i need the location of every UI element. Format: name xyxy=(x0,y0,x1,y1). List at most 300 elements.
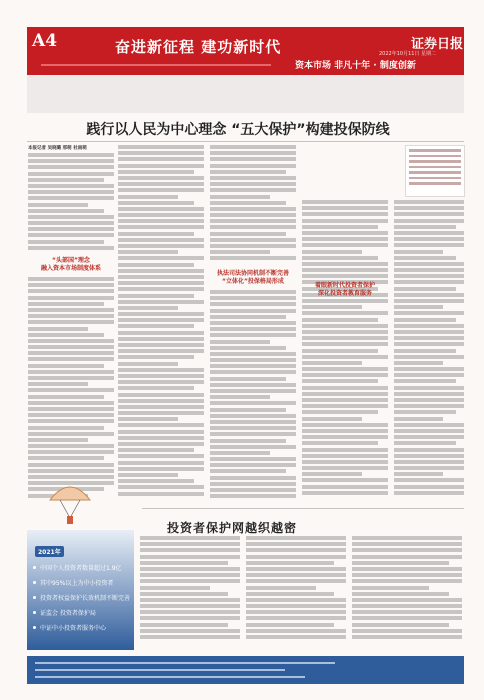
text-line xyxy=(118,355,194,359)
text-line xyxy=(28,339,114,343)
text-line xyxy=(394,417,443,421)
bottom-article-2 xyxy=(246,536,346,646)
text-line xyxy=(302,361,362,365)
text-line xyxy=(28,426,104,430)
text-line xyxy=(352,623,449,627)
text-line xyxy=(118,225,204,229)
text-line xyxy=(210,389,296,393)
text-line xyxy=(302,417,362,421)
text-line xyxy=(394,280,464,284)
text-line xyxy=(28,190,114,194)
text-line xyxy=(246,592,334,596)
text-line xyxy=(352,610,462,614)
text-line xyxy=(28,395,104,399)
parachute-illustration xyxy=(40,480,100,526)
text-line xyxy=(352,548,462,552)
text-line xyxy=(394,237,464,241)
text-line xyxy=(28,314,114,318)
text-line xyxy=(210,145,296,149)
text-line xyxy=(118,467,204,471)
text-line xyxy=(118,442,204,446)
text-line xyxy=(140,616,240,620)
text-line xyxy=(28,215,114,219)
text-line xyxy=(302,466,388,470)
text-line xyxy=(118,473,178,477)
text-line xyxy=(28,172,114,176)
text-line xyxy=(210,170,286,174)
text-line xyxy=(246,548,346,552)
text-line xyxy=(118,201,194,205)
text-line xyxy=(118,430,204,434)
text-line xyxy=(28,221,114,225)
text-line xyxy=(210,488,296,492)
text-line xyxy=(352,629,462,633)
text-line xyxy=(210,232,286,236)
text-line xyxy=(118,207,204,211)
text-line xyxy=(352,604,462,608)
text-line xyxy=(246,542,346,546)
article-column-3 xyxy=(210,145,296,265)
text-line xyxy=(210,164,296,168)
text-line xyxy=(352,598,462,602)
text-line xyxy=(118,368,204,372)
text-line xyxy=(302,367,388,371)
text-line xyxy=(394,311,464,315)
text-line xyxy=(210,414,296,418)
info-box xyxy=(27,530,134,650)
article-column-3b xyxy=(210,290,296,502)
bottom-divider xyxy=(142,508,464,509)
text-line xyxy=(210,302,296,306)
text-line xyxy=(140,586,210,590)
article-column-5 xyxy=(394,200,464,500)
text-line xyxy=(210,358,296,362)
text-line xyxy=(302,318,378,322)
text-line xyxy=(140,555,240,559)
text-line xyxy=(210,157,296,161)
text-line xyxy=(140,573,240,577)
text-line xyxy=(302,231,388,235)
text-line xyxy=(302,355,388,359)
text-line xyxy=(210,432,296,436)
text-line xyxy=(118,219,204,223)
text-line xyxy=(394,392,464,396)
text-line xyxy=(210,463,296,467)
text-line xyxy=(118,238,204,242)
text-line xyxy=(394,262,464,266)
text-line xyxy=(210,364,296,368)
text-line xyxy=(28,351,114,355)
text-line xyxy=(352,555,462,559)
text-line xyxy=(210,494,296,498)
text-line xyxy=(28,283,114,287)
headline-divider xyxy=(27,141,464,142)
text-line xyxy=(28,178,104,182)
text-line xyxy=(118,318,204,322)
text-line xyxy=(352,616,462,620)
text-line xyxy=(28,438,88,442)
text-line xyxy=(28,196,114,200)
text-line xyxy=(394,349,456,353)
text-line xyxy=(118,182,204,186)
text-line xyxy=(210,395,270,399)
text-line xyxy=(210,401,296,405)
text-line xyxy=(118,294,194,298)
text-line xyxy=(210,244,296,248)
text-line xyxy=(302,330,388,334)
text-line xyxy=(210,195,270,199)
text-line xyxy=(394,373,464,377)
text-line xyxy=(394,410,456,414)
text-line xyxy=(118,250,178,254)
text-line xyxy=(352,592,449,596)
text-line xyxy=(302,311,388,315)
text-line xyxy=(210,256,296,260)
info-item: 其中95%以上为中小投资者 xyxy=(40,580,114,587)
text-line xyxy=(352,579,462,583)
text-line xyxy=(28,376,114,380)
text-line xyxy=(246,573,346,577)
text-line xyxy=(302,404,388,408)
text-line xyxy=(28,233,114,237)
text-line xyxy=(118,164,204,168)
text-line xyxy=(210,309,296,313)
text-line xyxy=(246,561,334,565)
text-line xyxy=(140,536,240,540)
text-line xyxy=(394,435,464,439)
text-line xyxy=(302,435,388,439)
text-line xyxy=(28,227,114,231)
text-line xyxy=(302,200,388,204)
text-line xyxy=(246,586,316,590)
text-line xyxy=(302,373,388,377)
bottom-article-1 xyxy=(140,536,240,646)
text-line xyxy=(140,579,240,583)
info-item: 证监会 投资者保护局 xyxy=(40,610,96,617)
text-line xyxy=(118,362,178,366)
text-line xyxy=(302,299,388,303)
text-line xyxy=(352,567,462,571)
text-line xyxy=(118,232,194,236)
bottom-article-3 xyxy=(352,536,462,646)
text-line xyxy=(302,423,388,427)
text-line xyxy=(394,386,464,390)
text-line xyxy=(118,479,194,483)
text-line xyxy=(394,478,464,482)
text-line xyxy=(28,364,104,368)
masthead-stripe xyxy=(41,64,271,66)
text-line xyxy=(118,386,194,390)
text-line xyxy=(246,604,346,608)
text-line xyxy=(210,296,296,300)
text-line xyxy=(210,201,286,205)
text-line xyxy=(28,407,114,411)
section-head: 融入资本市场制度体系 xyxy=(40,265,101,272)
text-line xyxy=(210,469,286,473)
text-line xyxy=(28,432,114,436)
text-line xyxy=(210,333,296,337)
sidebar-note xyxy=(405,145,465,197)
text-line xyxy=(302,410,378,414)
text-line xyxy=(118,417,178,421)
text-line xyxy=(302,342,388,346)
text-line xyxy=(302,268,388,272)
text-line xyxy=(28,444,114,448)
text-line xyxy=(302,225,378,229)
text-line xyxy=(210,176,296,180)
text-line xyxy=(118,331,204,335)
text-line xyxy=(302,448,388,452)
text-line xyxy=(118,188,204,192)
text-line xyxy=(394,268,464,272)
text-line xyxy=(394,404,464,408)
page-number: A4 xyxy=(32,31,58,51)
text-line xyxy=(28,159,114,163)
text-line xyxy=(28,463,114,467)
text-line xyxy=(352,536,462,540)
text-line xyxy=(28,240,104,244)
text-line xyxy=(28,327,88,331)
text-line xyxy=(118,393,204,397)
text-line xyxy=(210,352,296,356)
text-line xyxy=(246,616,346,620)
text-line xyxy=(302,478,388,482)
text-line xyxy=(118,244,204,248)
text-line xyxy=(302,398,388,402)
text-line xyxy=(118,263,194,267)
text-line xyxy=(140,635,240,639)
text-line xyxy=(210,327,296,331)
text-line xyxy=(210,188,296,192)
text-line xyxy=(28,469,114,473)
text-line xyxy=(394,423,464,427)
text-line xyxy=(140,548,240,552)
text-line xyxy=(210,315,286,319)
text-line xyxy=(28,209,104,213)
text-line xyxy=(28,289,114,293)
text-line xyxy=(394,429,464,433)
text-line xyxy=(394,367,464,371)
text-line xyxy=(28,370,114,374)
text-line xyxy=(394,305,443,309)
text-line xyxy=(118,405,204,409)
main-headline: 践行以人民为中心理念 “五大保护”构建投保防线 xyxy=(86,122,390,138)
text-line xyxy=(28,296,114,300)
text-line xyxy=(210,370,296,374)
text-line xyxy=(210,290,296,294)
text-line xyxy=(394,491,464,495)
section-head: “头部国”理念 xyxy=(52,257,90,264)
text-line xyxy=(210,321,296,325)
text-line xyxy=(118,461,204,465)
text-line xyxy=(118,306,178,310)
text-line xyxy=(302,237,388,241)
text-line xyxy=(118,349,204,353)
article-column-2 xyxy=(118,145,204,500)
text-line xyxy=(394,219,464,223)
text-line xyxy=(210,482,296,486)
text-line xyxy=(118,324,194,328)
text-line xyxy=(394,206,464,210)
text-line xyxy=(28,165,114,169)
text-line xyxy=(28,345,114,349)
text-line xyxy=(394,330,464,334)
text-line xyxy=(394,200,464,204)
text-line xyxy=(28,153,114,157)
text-line xyxy=(118,195,178,199)
text-line xyxy=(118,151,204,155)
text-line xyxy=(118,485,204,489)
text-line xyxy=(302,441,378,445)
text-line xyxy=(28,277,114,281)
text-line xyxy=(140,610,240,614)
text-line xyxy=(210,408,286,412)
text-line xyxy=(28,388,114,392)
text-line xyxy=(118,256,204,260)
info-item: 中证中小投资者服务中心 xyxy=(40,625,107,632)
text-line xyxy=(140,542,240,546)
text-line xyxy=(394,485,464,489)
text-line xyxy=(352,573,462,577)
info-item: 中国个人投资者数量超过1.9亿 xyxy=(40,565,122,572)
text-line xyxy=(210,439,286,443)
text-line xyxy=(246,635,346,639)
text-line xyxy=(246,623,334,627)
text-line xyxy=(118,287,204,291)
text-line xyxy=(352,635,462,639)
text-line xyxy=(118,448,194,452)
text-line xyxy=(394,336,464,340)
text-line xyxy=(302,454,388,458)
text-line xyxy=(394,299,464,303)
text-line xyxy=(210,238,296,242)
info-year: 2021年 xyxy=(35,546,64,557)
text-line xyxy=(28,382,88,386)
text-line xyxy=(394,355,464,359)
text-line xyxy=(302,336,388,340)
text-line xyxy=(210,457,296,461)
text-line xyxy=(210,151,296,155)
footer-bar xyxy=(27,656,464,684)
text-line xyxy=(394,379,456,383)
text-line xyxy=(118,145,204,149)
text-line xyxy=(118,281,204,285)
text-line xyxy=(394,454,464,458)
bottom-headline: 投资者保护网越织越密 xyxy=(167,521,298,535)
info-item: 投资者权益保护长效机制不断完善 xyxy=(40,595,131,602)
text-line xyxy=(210,346,286,350)
text-line xyxy=(140,592,228,596)
text-line xyxy=(394,293,464,297)
text-line xyxy=(118,436,204,440)
text-line xyxy=(394,342,464,346)
text-line xyxy=(140,623,228,627)
text-line xyxy=(246,536,346,540)
text-line xyxy=(28,308,114,312)
text-line xyxy=(302,379,378,383)
text-line xyxy=(302,392,388,396)
text-line xyxy=(394,460,464,464)
text-line xyxy=(352,561,449,565)
text-line xyxy=(118,213,204,217)
text-line xyxy=(394,274,464,278)
text-line xyxy=(210,476,296,480)
text-line xyxy=(28,475,114,479)
text-line xyxy=(352,586,429,590)
text-line xyxy=(302,212,388,216)
masthead-subtitle: 资本市场 非凡十年 · 制度创新 xyxy=(295,61,416,71)
text-line xyxy=(118,411,204,415)
text-line xyxy=(140,604,240,608)
text-line xyxy=(118,337,204,341)
article-column-1 xyxy=(28,153,114,253)
text-line xyxy=(394,472,443,476)
text-line xyxy=(28,419,114,423)
text-line xyxy=(246,555,346,559)
text-line xyxy=(394,441,456,445)
text-line xyxy=(118,380,204,384)
text-line xyxy=(302,250,362,254)
text-line xyxy=(394,324,464,328)
text-line xyxy=(394,212,464,216)
text-line xyxy=(394,243,464,247)
date-line: 2022年10月11日 星期二 xyxy=(379,51,437,57)
text-line xyxy=(28,450,114,454)
text-line xyxy=(394,256,456,260)
text-line xyxy=(394,398,464,402)
text-line xyxy=(302,274,388,278)
text-line xyxy=(210,377,286,381)
section-head: “立体化”投保格局形成 xyxy=(222,278,284,285)
text-line xyxy=(140,561,228,565)
text-line xyxy=(302,256,378,260)
text-line xyxy=(352,542,462,546)
text-line xyxy=(28,184,114,188)
text-line xyxy=(302,472,362,476)
text-line xyxy=(28,203,88,207)
text-line xyxy=(394,466,464,470)
text-line xyxy=(302,429,388,433)
text-line xyxy=(118,423,204,427)
text-line xyxy=(210,182,296,186)
section-head: 执法司法协同机制不断完善 xyxy=(216,270,289,277)
masthead xyxy=(27,27,464,75)
text-line xyxy=(302,386,388,390)
text-line xyxy=(210,445,296,449)
text-line xyxy=(28,413,114,417)
header-band xyxy=(27,75,464,113)
text-line xyxy=(118,374,204,378)
text-line xyxy=(118,157,204,161)
text-line xyxy=(302,491,388,495)
text-line xyxy=(28,302,104,306)
text-line xyxy=(210,451,270,455)
section-head: 深化投资者教育服务 xyxy=(317,290,372,297)
text-line xyxy=(118,492,204,496)
text-line xyxy=(302,485,388,489)
text-line xyxy=(118,454,204,458)
article-column-1b xyxy=(28,277,114,502)
text-line xyxy=(28,246,114,250)
text-line xyxy=(302,219,388,223)
text-line xyxy=(394,250,443,254)
paper-name: 证券日报 xyxy=(411,37,464,52)
text-line xyxy=(246,567,346,571)
text-line xyxy=(302,206,388,210)
text-line xyxy=(210,219,296,223)
section-head: 着眼新时代投资者保护 xyxy=(314,282,375,289)
text-line xyxy=(210,426,296,430)
